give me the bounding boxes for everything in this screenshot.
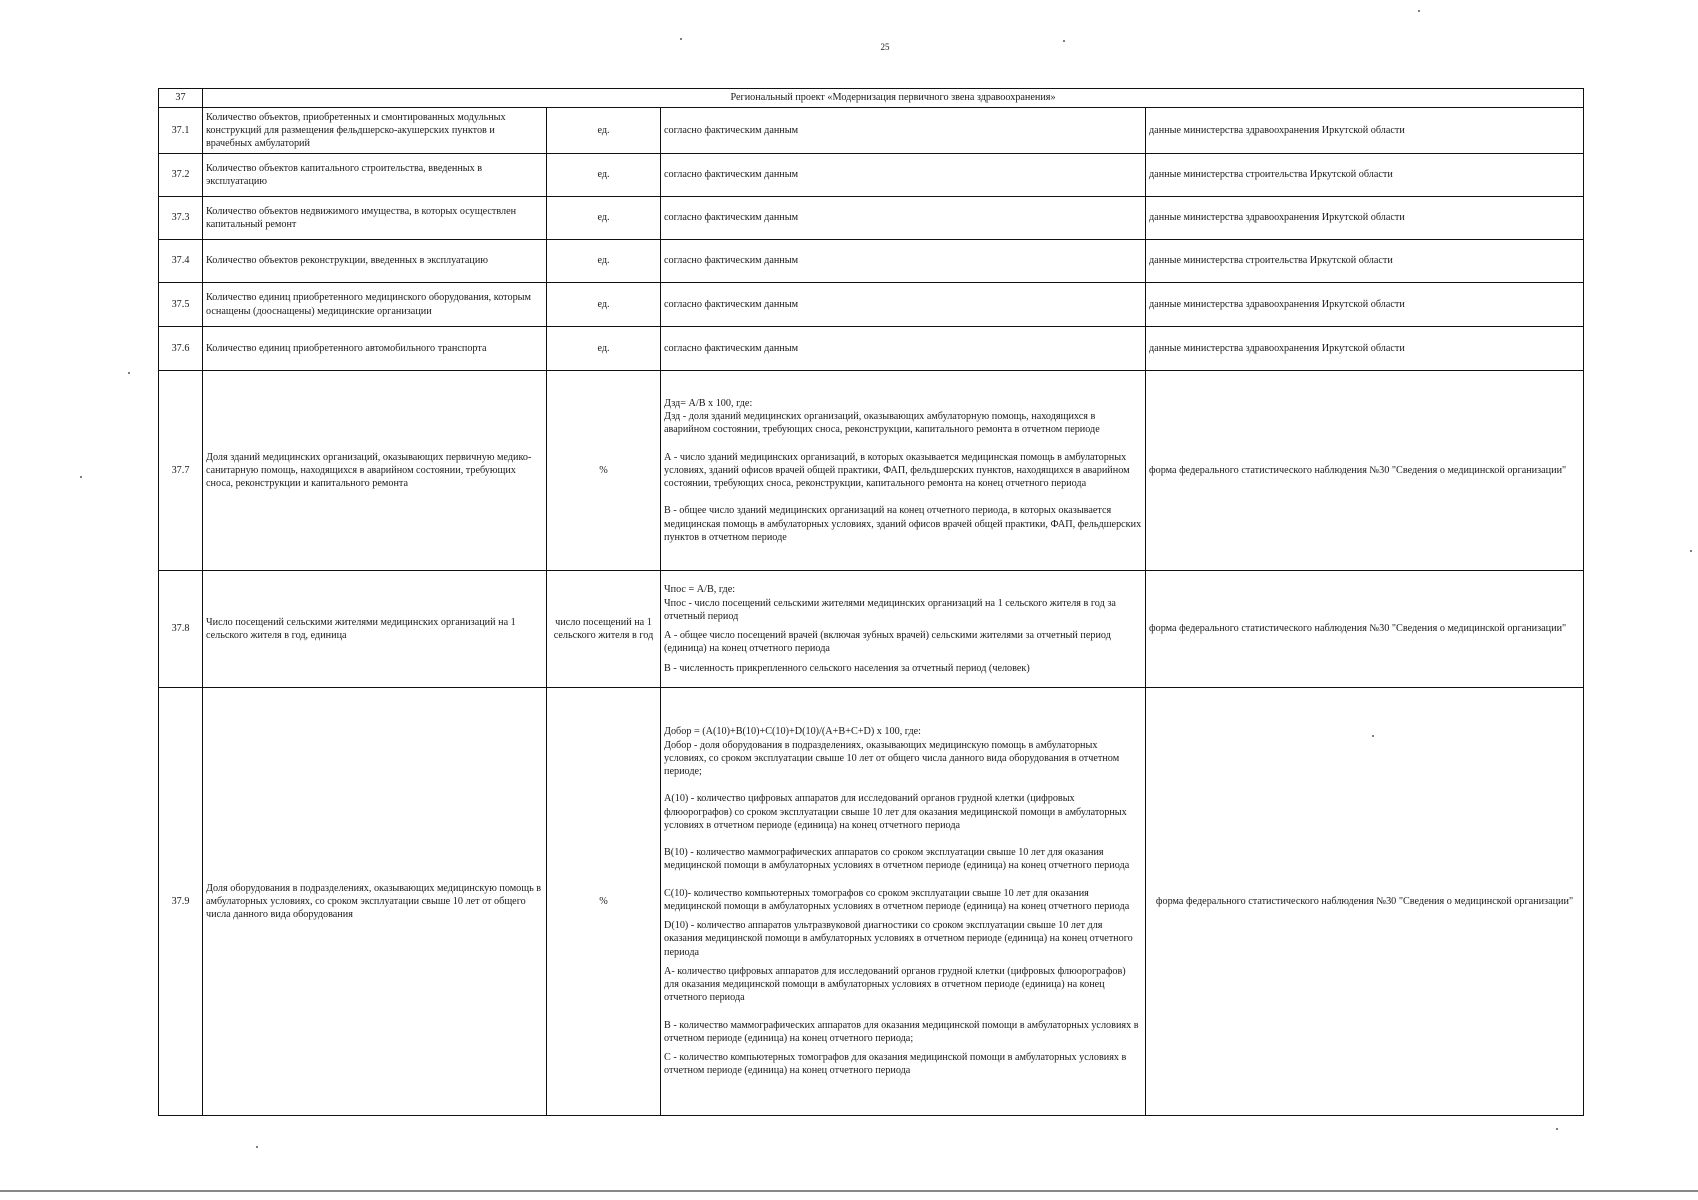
scan-speck xyxy=(128,372,130,374)
unit: ед. xyxy=(547,154,661,197)
section-number: 37 xyxy=(159,89,203,108)
table-row xyxy=(159,108,1584,154)
method-line: Чпос - число посещений сельскими жителями медицинских организаций на 1 сельского жителя в год за отчетный период xyxy=(664,597,1116,622)
method-line: Дзд - доля зданий медицинских организаций, оказывающих амбулаторную помощь, находящихся в аварийном состоянии, требующих сноса, реконструкции, капитального ремонта в отчетном периоде xyxy=(664,411,1100,436)
table-row xyxy=(159,327,1584,371)
row-number: 37.7 xyxy=(159,371,203,571)
method-line: согласно фактическим данным xyxy=(664,124,799,136)
method-line: С(10)- количество компьютерных томографов со сроком эксплуатации свыше 10 лет для оказания медицинской помощи в амбулаторных условиях в отчетном периоде (единица) на конец отчетного периода xyxy=(664,887,1130,912)
unit: % xyxy=(547,371,661,571)
table-row xyxy=(159,197,1584,240)
scan-speck xyxy=(1372,735,1374,737)
unit: ед. xyxy=(547,197,661,240)
method-line: С - количество компьютерных томографов для оказания медицинской помощи в амбулаторных условиях в отчетном периоде (единица) на конец отчетного периода xyxy=(664,1052,1127,1077)
row-number: 37.4 xyxy=(159,240,203,283)
data-source: данные министерства здравоохранения Иркутской области xyxy=(1146,197,1584,240)
indicator-name: Количество объектов капитального строительства, введенных в эксплуатацию xyxy=(203,154,547,197)
method-line: согласно фактическим данным xyxy=(664,212,799,224)
indicator-name: Количество объектов, приобретенных и смонтированных модульных конструкций для размещения фельдшерско-акушерских пунктов и врачебных амбулаторий xyxy=(203,108,547,154)
method-line: В - количество маммографических аппаратов для оказания медицинской помощи в амбулаторных условиях в отчетном периоде (единица) на конец отчетного периода; xyxy=(664,1019,1139,1044)
calculation-method xyxy=(661,283,1146,327)
indicator-name: Доля оборудования в подразделениях, оказывающих медицинскую помощь в амбулаторных условиях, со сроком эксплуатации свыше 10 лет от общего числа данного вида оборудования xyxy=(203,688,547,1116)
indicator-name: Доля зданий медицинских организаций, оказывающих первичную медико-санитарную помощь, находящихся в аварийном состоянии, требующих сноса, реконструкции и капитального ремонта xyxy=(203,371,547,571)
bottom-rule xyxy=(0,1190,1698,1192)
calculation-method xyxy=(661,154,1146,197)
table-row xyxy=(159,688,1584,1116)
scan-speck xyxy=(1690,550,1692,552)
method-line: согласно фактическим данным xyxy=(664,169,799,181)
page-number: 25 xyxy=(880,42,890,52)
scan-speck xyxy=(1418,10,1420,12)
data-source: форма федерального статистического наблюдения №30 "Сведения о медицинской организации" xyxy=(1146,571,1584,688)
unit: ед. xyxy=(547,240,661,283)
data-source: данные министерства здравоохранения Иркутской области xyxy=(1146,108,1584,154)
section-header-row xyxy=(159,89,1584,108)
scan-speck xyxy=(1556,1128,1558,1130)
row-number: 37.3 xyxy=(159,197,203,240)
scan-speck xyxy=(256,1146,258,1148)
method-line: А- количество цифровых аппаратов для исследований органов грудной клетки (цифровых флюорографов) для оказания медицинской помощи в амбулаторных условиях в отчетном периоде (единица) на конец отчетного периода xyxy=(664,965,1126,1004)
data-source: форма федерального статистического наблюдения №30 "Сведения о медицинской организации" xyxy=(1146,688,1584,1116)
indicator-name: Количество объектов реконструкции, введенных в эксплуатацию xyxy=(203,240,547,283)
row-number: 37.5 xyxy=(159,283,203,327)
method-line: D(10) - количество аппаратов ультразвуковой диагностики со сроком эксплуатации свыше 10 лет для оказания медицинской помощи в амбулаторных условиях в отчетном периоде (единица) на конец отчетного периода xyxy=(664,920,1133,958)
calculation-method xyxy=(661,240,1146,283)
data-source: данные министерства строительства Иркутской области xyxy=(1146,240,1584,283)
method-line: А - число зданий медицинских организаций, в которых оказывается медицинская помощь в амбулаторных условиях, зданий офисов врачей общей практики, ФАП, фельдшерских пунктов, находящихся в аварийном состоянии, требующих сноса, реконструкции, капитального ремонта на конец отчетного периода xyxy=(664,451,1130,490)
data-source: форма федерального статистического наблюдения №30 "Сведения о медицинской организации" xyxy=(1146,371,1584,571)
method-line: А - общее число посещений врачей (включая зубных врачей) сельскими жителями за отчетный период (единица) на конец отчетного периода xyxy=(664,630,1111,655)
scan-speck xyxy=(1063,40,1065,42)
row-number: 37.9 xyxy=(159,688,203,1116)
method-line: согласно фактическим данным xyxy=(664,255,799,267)
calculation-method xyxy=(661,327,1146,371)
method-line: В(10) - количество маммографических аппаратов со сроком эксплуатации свыше 10 лет для оказания медицинской помощи в амбулаторных условиях в отчетном периоде (единица) на конец отчетного периода xyxy=(664,847,1130,872)
calculation-method xyxy=(661,108,1146,154)
data-source: данные министерства здравоохранения Иркутской области xyxy=(1146,283,1584,327)
calculation-method xyxy=(661,197,1146,240)
unit: % xyxy=(547,688,661,1116)
table-row xyxy=(159,283,1584,327)
indicator-name: Число посещений сельскими жителями медицинских организаций на 1 сельского жителя в год, единица xyxy=(203,571,547,688)
row-number: 37.2 xyxy=(159,154,203,197)
data-source: данные министерства строительства Иркутской области xyxy=(1146,154,1584,197)
table-row xyxy=(159,154,1584,197)
row-number: 37.1 xyxy=(159,108,203,154)
method-line: Дзд= А/В х 100, где: xyxy=(664,397,753,409)
calculation-method xyxy=(661,571,1146,688)
method-line: Добор - доля оборудования в подразделениях, оказывающих медицинскую помощь в амбулаторных условиях, со сроком эксплуатации свыше 10 лет от общего числа данного вида оборудования в отчетном периоде; xyxy=(664,739,1120,778)
unit: число посещений на 1 сельского жителя в год xyxy=(547,571,661,688)
unit: ед. xyxy=(547,108,661,154)
scan-speck xyxy=(680,38,682,40)
data-source: данные министерства здравоохранения Иркутской области xyxy=(1146,327,1584,371)
scan-speck xyxy=(80,476,82,478)
indicator-name: Количество единиц приобретенного медицинского оборудования, которым оснащены (дооснащены) медицинские организации xyxy=(203,283,547,327)
table-row xyxy=(159,371,1584,571)
unit: ед. xyxy=(547,327,661,371)
calculation-method xyxy=(661,371,1146,571)
method-line: согласно фактическим данным xyxy=(664,298,799,310)
indicator-name: Количество объектов недвижимого имущества, в которых осуществлен капитальный ремонт xyxy=(203,197,547,240)
calculation-method xyxy=(661,688,1146,1116)
method-line: Чпос = А/В, где: xyxy=(664,584,736,596)
table-row xyxy=(159,240,1584,283)
section-title: Региональный проект «Модернизация первичного звена здравоохранения» xyxy=(203,89,1584,108)
method-line: В - численность прикрепленного сельского населения за отчетный период (человек) xyxy=(664,662,1030,674)
row-number: 37.6 xyxy=(159,327,203,371)
unit: ед. xyxy=(547,283,661,327)
method-line: Добор = (А(10)+В(10)+С(10)+D(10)/(А+В+С+D) х 100, где: xyxy=(664,726,921,738)
method-line: А(10) - количество цифровых аппаратов для исследований органов грудной клетки (цифровых флюорографов) со сроком эксплуатации свыше 10 лет для оказания медицинской помощи в амбулаторных условиях в отчетном периоде (единица) на конец отчетного периода xyxy=(664,793,1127,831)
indicators-table xyxy=(158,88,1584,1116)
indicator-name: Количество единиц приобретенного автомобильного транспорта xyxy=(203,327,547,371)
method-line: В - общее число зданий медицинских организаций на конец отчетного периода, в которых оказывается медицинская помощь в амбулаторных условиях, зданий офисов врачей общей практики, ФАП, фельдшерских пунктов в отчетном периоде xyxy=(664,505,1142,543)
table-row xyxy=(159,571,1584,688)
row-number: 37.8 xyxy=(159,571,203,688)
method-line: согласно фактическим данным xyxy=(664,342,799,354)
